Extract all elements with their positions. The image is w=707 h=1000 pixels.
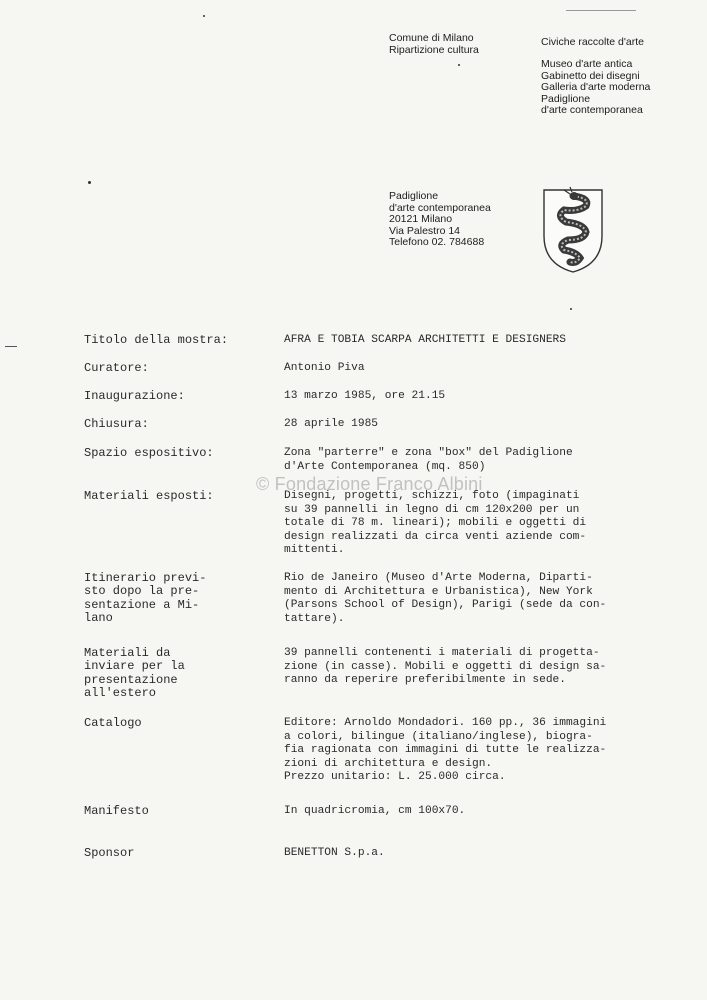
field-label: Materiali esposti:	[84, 489, 214, 503]
address-line: Telefono 02. 784688	[389, 236, 485, 248]
musei-line: Gabinetto dei disegni	[541, 69, 640, 82]
field-value: 28 aprile 1985	[284, 418, 378, 430]
header-comune	[389, 33, 479, 56]
field-value: BENETTON S.p.a.	[284, 847, 385, 859]
address-line: 20121 Milano	[389, 213, 453, 225]
address-line: Via Palestro 14	[389, 224, 461, 237]
milan-biscione-crest-icon	[540, 186, 606, 274]
comune-line: Ripartizione cultura	[389, 43, 479, 56]
field-label: Curatore:	[84, 361, 149, 375]
field-label: Spazio espositivo:	[84, 446, 214, 460]
speck	[203, 15, 205, 17]
margin-mark	[566, 10, 636, 11]
address-line: Padiglione	[389, 190, 439, 202]
speck	[458, 64, 460, 66]
field-label: Materiali da inviare per la presentazione all'estero	[84, 646, 185, 700]
field-label: Manifesto	[84, 804, 149, 818]
civiche-line: Civiche raccolte d'arte	[541, 36, 644, 48]
field-value: Rio de Janeiro (Museo d'Arte Moderna, Diparti- mento di Architettura e Urbanistica), New York (Parsons School of Design), Parigi (sede da con- tattare).	[284, 572, 607, 625]
field-label: Itinerario previ- sto dopo la pre- sentazione a Mi- lano	[84, 571, 207, 625]
field-value: Editore: Arnoldo Mondadori. 160 pp., 36 immagini a colori, bilingue (italiano/inglese), biogra- fia ragionata con immagini di tutte le realizza- zioni di architettura e design. Prezzo unitario: L. 25.000 circa.	[284, 717, 607, 784]
field-value: Disegni, progetti, schizzi, foto (impaginati su 39 pannelli in legno di cm 120x200 per un totale di 78 m. lineari); mobili e oggetti di design realizzati da circa venti aziende com- mittenti.	[284, 490, 587, 557]
field-value: In quadricromia, cm 100x70.	[284, 805, 466, 817]
field-value: Zona "parterre" e zona "box" del Padiglione d'Arte Contemporanea (mq. 850)	[284, 447, 573, 473]
address-line: d'arte contemporanea	[389, 201, 491, 214]
speck	[570, 308, 572, 310]
field-label: Inaugurazione:	[84, 389, 185, 403]
field-label: Chiusura:	[84, 417, 149, 431]
musei-line: Galleria d'arte moderna	[541, 81, 651, 93]
musei-line: Museo d'arte antica	[541, 58, 633, 70]
margin-mark	[5, 346, 17, 347]
field-label: Sponsor	[84, 846, 135, 860]
field-value: 13 marzo 1985, ore 21.15	[284, 390, 446, 402]
header-musei	[541, 59, 650, 117]
watermark: © Fondazione Franco Albini	[256, 474, 483, 494]
field-label: Catalogo	[84, 716, 142, 730]
field-value: Antonio Piva	[284, 362, 365, 374]
field-value: AFRA E TOBIA SCARPA ARCHITETTI E DESIGNERS	[284, 334, 566, 346]
field-value: 39 pannelli contenenti i materiali di progetta- zione (in casse). Mobili e oggetti di design sa- ranno da reperire preferibilmente in sede.	[284, 647, 607, 687]
header-address	[389, 191, 491, 249]
musei-line: Padiglione	[541, 92, 591, 105]
field-label: Titolo della mostra:	[84, 333, 229, 347]
musei-line: d'arte contemporanea	[541, 104, 643, 116]
header-civiche	[541, 37, 644, 49]
comune-line: Comune di Milano	[389, 32, 474, 44]
speck	[88, 181, 91, 184]
